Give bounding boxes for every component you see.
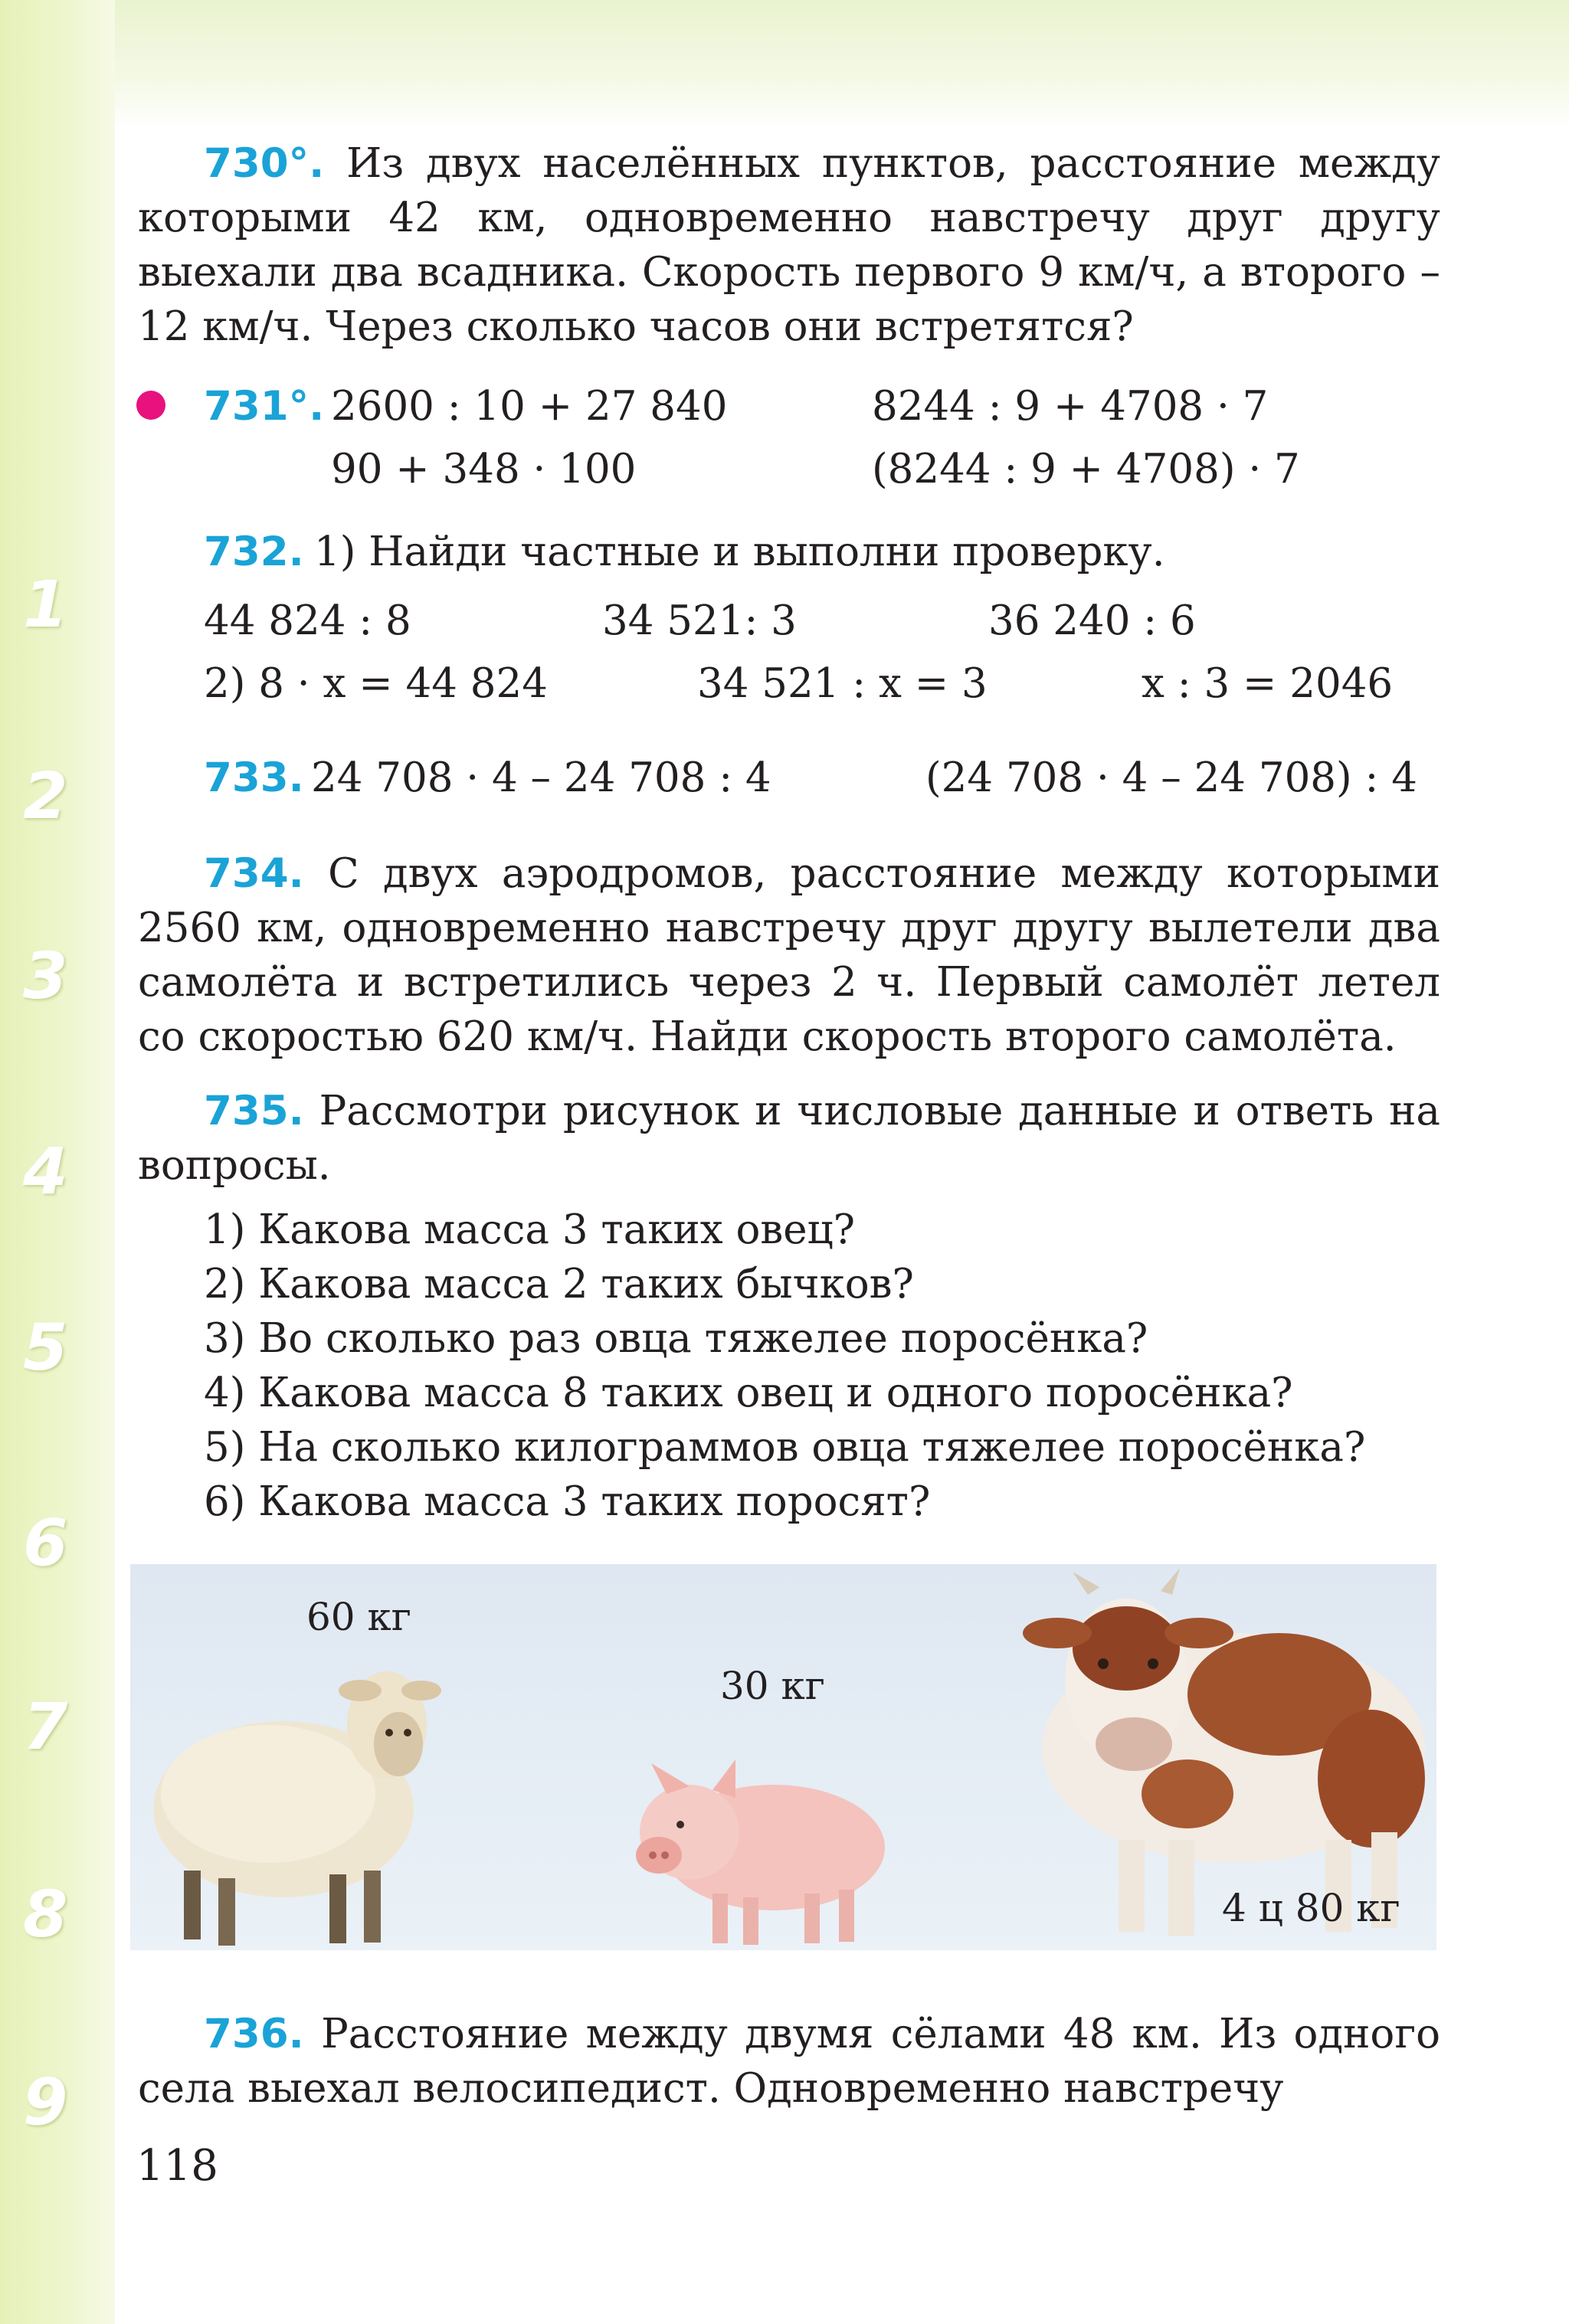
task-735-text: Рассмотри рисунок и числовые данные и ответь на вопросы.: [138, 1088, 1440, 1189]
side-tab-2: 2: [23, 758, 68, 833]
task-731-expr-2: 8244 : 9 + 4708 · 7: [872, 383, 1269, 430]
task-730-number: 730°.: [204, 140, 325, 187]
task-734: [138, 846, 1440, 1064]
animals-illustration: [130, 1564, 1436, 1950]
task-736-number: 736.: [204, 2011, 304, 2057]
task-731-expr-4: (8244 : 9 + 4708) · 7: [872, 446, 1300, 493]
task-731-expr-1: 2600 : 10 + 27 840: [331, 383, 728, 430]
task-731-number: 731°.: [204, 383, 325, 430]
side-tab-9: 9: [23, 2064, 68, 2139]
side-tab-3: 3: [23, 938, 68, 1013]
task-734-text: С двух аэродромов, расстояние между которыми 2560 км, одновременно навстречу друг другу вылетели два самолёта и встретились через 2 ч. Первый самолёт летел со скоростью 620 км/ч. Найди скорость второго самолёта.: [138, 850, 1440, 1060]
chapter-sidebar: [0, 0, 115, 2324]
task-730-text: Из двух населённых пунктов, расстояние между которыми 42 км, одновременно навстречу друг другу выехали два всадника. Скорость первого 9 км/ч, а второго – 12 км/ч. Через сколько часов они встретятся?: [138, 140, 1440, 350]
task-733-number: 733.: [204, 754, 304, 801]
difficulty-marker: [136, 391, 165, 420]
task-735-number: 735.: [204, 1088, 304, 1134]
task-732-a2: 34 521: 3: [602, 597, 797, 644]
task-732-b2: 34 521 : x = 3: [697, 660, 988, 707]
task-731-expr-3: 90 + 348 · 100: [331, 446, 637, 493]
side-tab-4: 4: [23, 1134, 68, 1209]
task-733-expr-1: 24 708 · 4 – 24 708 : 4: [311, 754, 771, 801]
task-732-b3: x : 3 = 2046: [1142, 660, 1394, 707]
task-734-number: 734.: [204, 850, 304, 897]
task-732-b1: 2) 8 · x = 44 824: [204, 660, 548, 707]
sheep-weight-label: 60 кг: [306, 1595, 411, 1639]
question-5: 5) На сколько килограммов овца тяжелее поросёнка?: [204, 1424, 1366, 1471]
task-736-text: Расстояние между двумя сёлами 48 км. Из одного села выехал велосипедист. Одновременно навстречу: [138, 2011, 1440, 2112]
pig-weight-label: 30 кг: [720, 1664, 825, 1708]
task-732-intro: 1) Найди частные и выполни проверку.: [314, 529, 1165, 575]
page-number: 118: [136, 2141, 218, 2191]
question-3: 3) Во сколько раз овца тяжелее поросёнка?: [204, 1315, 1148, 1362]
bull-weight-label: 4 ц 80 кг: [1222, 1886, 1400, 1930]
question-4: 4) Какова масса 8 таких овец и одного поросёнка?: [204, 1370, 1293, 1416]
task-732-a3: 36 240 : 6: [988, 597, 1196, 644]
side-tab-7: 7: [23, 1689, 68, 1764]
task-736: [138, 2007, 1440, 2116]
task-732-number: 732.: [204, 529, 304, 575]
task-735: [138, 1084, 1440, 1193]
sheep-image: [153, 1671, 441, 1946]
task-732-a1: 44 824 : 8: [204, 597, 411, 644]
question-6: 6) Какова масса 3 таких поросят?: [204, 1478, 931, 1525]
question-2: 2) Какова масса 2 таких бычков?: [204, 1261, 914, 1308]
bull-image: [1023, 1568, 1425, 1936]
top-band: [0, 0, 1569, 130]
side-tab-8: 8: [23, 1877, 68, 1952]
question-1: 1) Какова масса 3 таких овец?: [204, 1206, 856, 1253]
task-730: [138, 136, 1440, 354]
pig-image: [636, 1759, 885, 1945]
side-tab-5: 5: [23, 1310, 68, 1385]
task-733-expr-2: (24 708 · 4 – 24 708) : 4: [925, 754, 1417, 801]
side-tab-1: 1: [23, 567, 68, 642]
side-tab-6: 6: [23, 1505, 68, 1580]
task-735-questions: [204, 1203, 1365, 1529]
